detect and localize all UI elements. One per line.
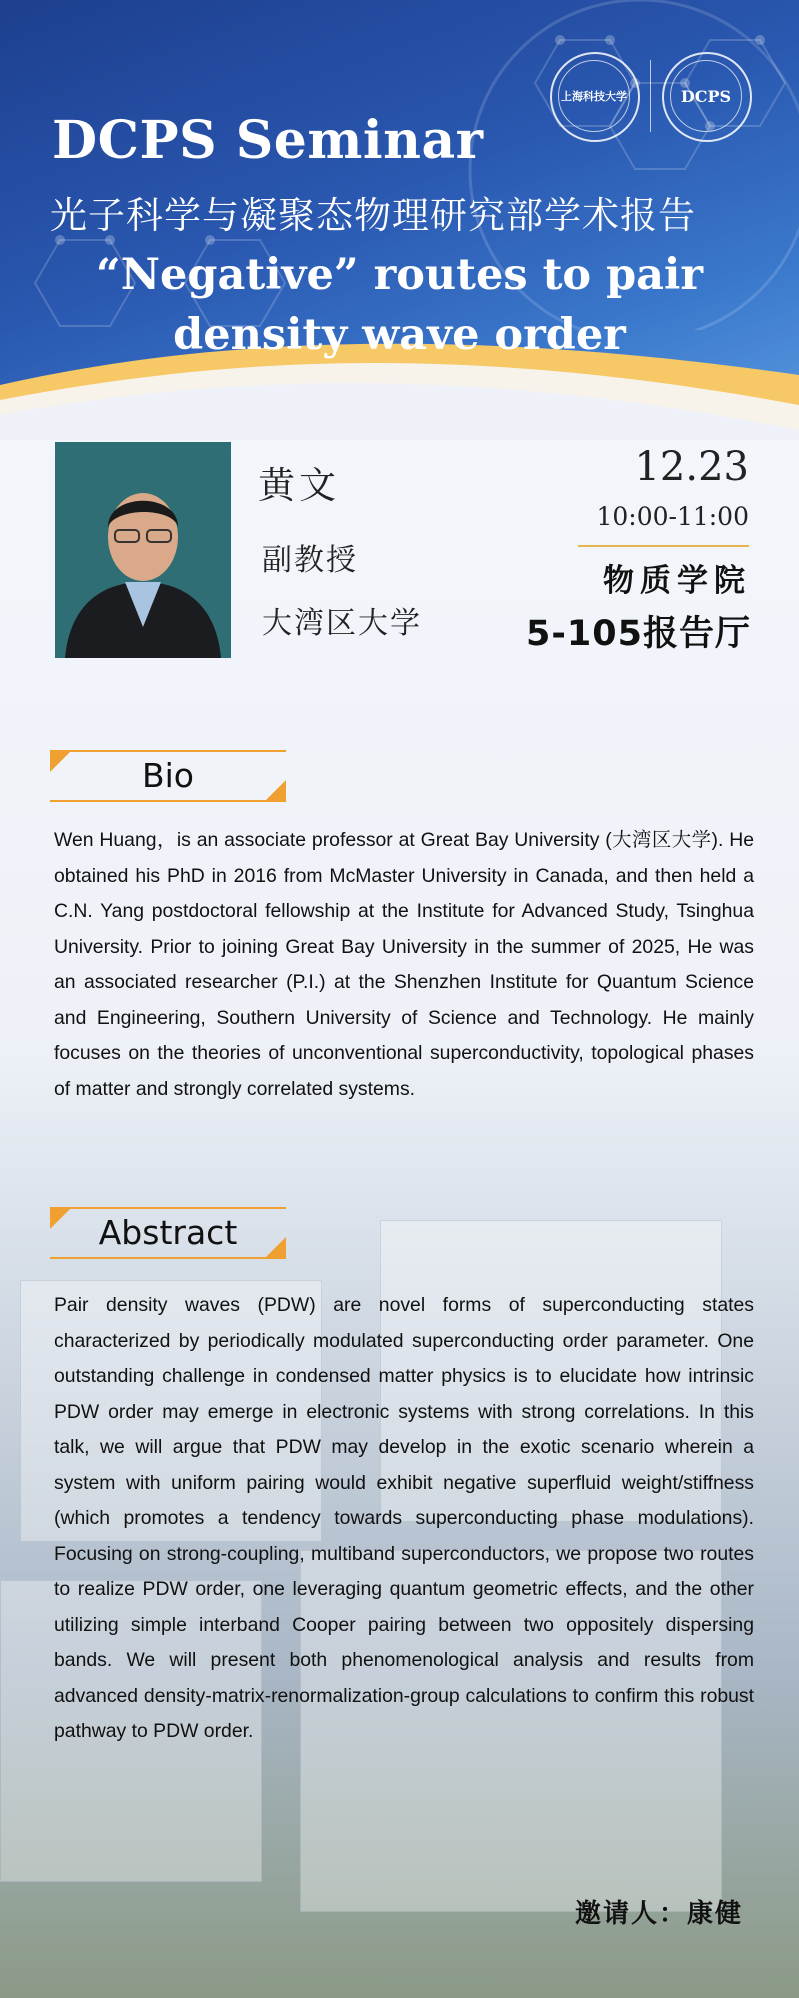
- bio-text: Wen Huang，is an associate professor at Great Bay University (大湾区大学). He obtained his PhD in 2016 from McMaster University in Canada, and then held a C.N. Yang postdoctoral fellowship at the Institute for Advanced Study, Tsinghua University. Prior to joining Great Bay University in the summer of 2025, He was an associated researcher (P.I.) at the Shenzhen Institute for Quantum Science and Engineering, Southern University of Science and Technology. He mainly focuses on the theories of unconventional superconductivity, topological phases of matter and strongly correlated systems.: [54, 829, 754, 1100]
- speaker-position: 副教授: [262, 543, 358, 578]
- divider-line: [578, 545, 749, 547]
- talk-title-line1: “Negative” routes to pair: [96, 250, 703, 300]
- university-logo: [550, 52, 640, 142]
- university-logo-text: 上海科技大学: [558, 60, 630, 132]
- speaker-photo: [55, 442, 231, 658]
- seminar-title: DCPS Seminar: [52, 110, 484, 171]
- logo-group: [550, 52, 750, 142]
- event-room: 5-105报告厅: [526, 614, 751, 654]
- speaker-affiliation: 大湾区大学: [262, 606, 422, 641]
- dcps-logo-text: DCPS: [670, 60, 742, 132]
- abstract-text: Pair density waves (PDW) are novel forms of superconducting states characterized by periodically modulated superconducting order parameter. One outstanding challenge in condensed matter physics is to elucidate how intrinsic PDW order may emerge in electronic systems with strong correlations. In this talk, we will argue that PDW may develop in the exotic scenario wherein a system with uniform pairing would exhibit negative superfluid weight/stiffness (which promotes a tendency towards superconducting phase modulations). Focusing on strong-coupling, multiband superconductors, we propose two routes to realize PDW order, one leveraging quantum geometric effects, and the other utilizing simple interband Cooper pairing between two oppositely dispersing bands. We will present both phenomenological analysis and results from advanced density-matrix-renormalization-group calculations to confirm this robust pathway to PDW order.: [54, 1294, 754, 1742]
- event-time: 10:00-11:00: [596, 502, 749, 531]
- talk-title-line2: density wave order: [173, 310, 626, 360]
- logo-divider: [650, 60, 651, 132]
- header-banner: [0, 0, 799, 440]
- seminar-title-cn: 光子科学与凝聚态物理研究部学术报告: [50, 194, 696, 237]
- abstract-heading-label: Abstract: [98, 1213, 238, 1252]
- speaker-name: 黄文: [258, 464, 340, 507]
- dcps-logo: [662, 52, 752, 142]
- event-date: 12.23: [634, 444, 749, 490]
- event-building: 物质学院: [603, 563, 751, 599]
- person-silhouette-icon: [55, 442, 231, 658]
- bio-heading: [50, 750, 286, 802]
- abstract-heading: [50, 1207, 286, 1259]
- bio-heading-label: Bio: [142, 756, 194, 795]
- inviter: 邀请人：康健: [574, 1899, 743, 1929]
